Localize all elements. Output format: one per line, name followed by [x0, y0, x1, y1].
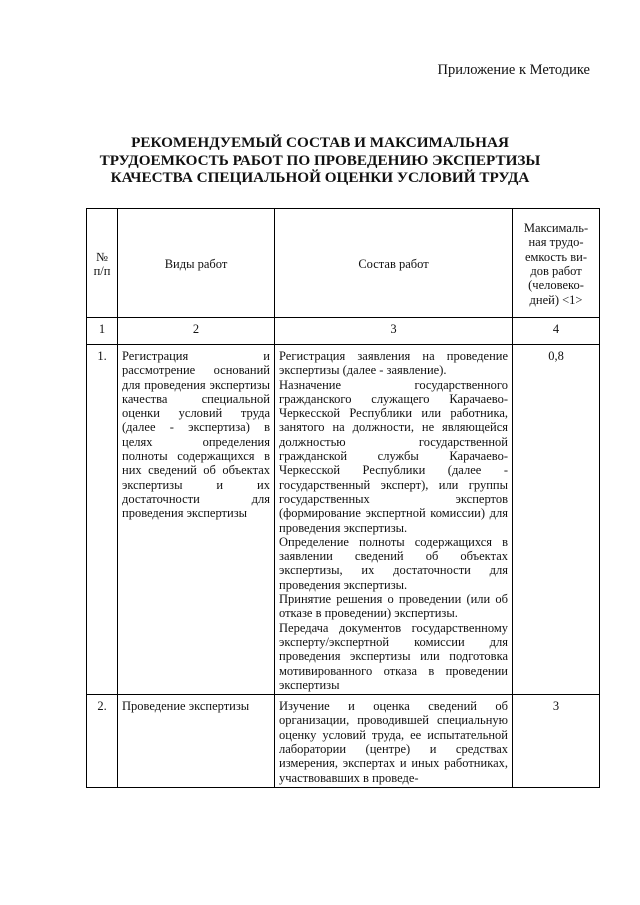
composition-paragraph: Изучение и оценка сведений об организации, проводившей специальную оценку условий труда, ее испытательной лаборатории (центре) и средствах измерения, экспертах и иных работниках, участвовавших в проведе- [279, 699, 508, 785]
composition-paragraph: Принятие решения о проведении (или об отказе в проведении) экспертизы. [279, 592, 508, 621]
composition-paragraph: Передача документов государственному эксперту/экспертной комиссии для проведения экспертизы или подготовка мотивированного отказа в проведении экспертизы [279, 620, 508, 692]
composition-paragraph: Определение полноты содержащихся в заявлении сведений об объектах экспертизы, их достаточности для проведения экспертизы. [279, 534, 508, 592]
row-kind: Проведение экспертизы [118, 695, 275, 788]
table-row [87, 345, 600, 695]
title-line: РЕКОМЕНДУЕМЫЙ СОСТАВ И МАКСИМАЛЬНАЯ [131, 134, 509, 151]
row-composition [275, 345, 513, 695]
row-labor: 3 [513, 695, 600, 788]
row-composition [275, 695, 513, 788]
header-labor [513, 209, 600, 318]
column-number: 4 [513, 318, 600, 345]
row-num: 2. [87, 695, 118, 788]
header-num [87, 209, 118, 318]
title-line: КАЧЕСТВА СПЕЦИАЛЬНОЙ ОЦЕНКИ УСЛОВИЙ ТРУДА [110, 169, 530, 186]
appendix-label: Приложение к Методике [437, 62, 590, 78]
header-num-line: п/п [93, 264, 111, 278]
row-labor: 0,8 [513, 345, 600, 695]
column-number: 1 [87, 318, 118, 345]
composition-paragraph: Регистрация заявления на проведение экспертизы (далее - заявление). [279, 349, 508, 378]
header-labor-line: дней) <1> [529, 292, 583, 307]
column-number: 2 [118, 318, 275, 345]
title-line: ТРУДОЕМКОСТЬ РАБОТ ПО ПРОВЕДЕНИЮ ЭКСПЕРТИЗЫ [99, 151, 541, 169]
header-kind: Виды работ [118, 209, 275, 318]
header-labor-line: дов работ [530, 264, 582, 278]
works-table [86, 208, 600, 788]
column-number-row [87, 318, 600, 345]
table-row [87, 695, 600, 788]
column-number: 3 [275, 318, 513, 345]
row-kind: Регистрация и рассмотрение оснований для проведения экспертизы качества специальной оценки условий труда (далее - экспертиза) в целях определения полноты содержащихся в них сведений об объектах экспертизы и их достаточности для проведения экспертизы [118, 345, 275, 695]
header-num-line: № [96, 249, 108, 264]
header-labor-line: емкость ви- [524, 249, 588, 264]
document-title [70, 134, 570, 187]
table-header-row [87, 209, 600, 318]
header-labor-line: ная трудо- [528, 235, 584, 250]
header-labor-line: Максималь- [523, 221, 589, 236]
header-labor-line: (человеко- [528, 278, 584, 293]
row-num: 1. [87, 345, 118, 695]
header-composition: Состав работ [275, 209, 513, 318]
composition-paragraph: Назначение государственного гражданского служащего Карачаево-Черкесской Республики или работника, занятого на должности, не являющейся должностью государственной гражданской службы Карачаево-Черкесской Республики (далее - государственный эксперт), или группы государственных экспертов (формирование экспертной комиссии) для проведения экспертизы. [279, 377, 508, 535]
